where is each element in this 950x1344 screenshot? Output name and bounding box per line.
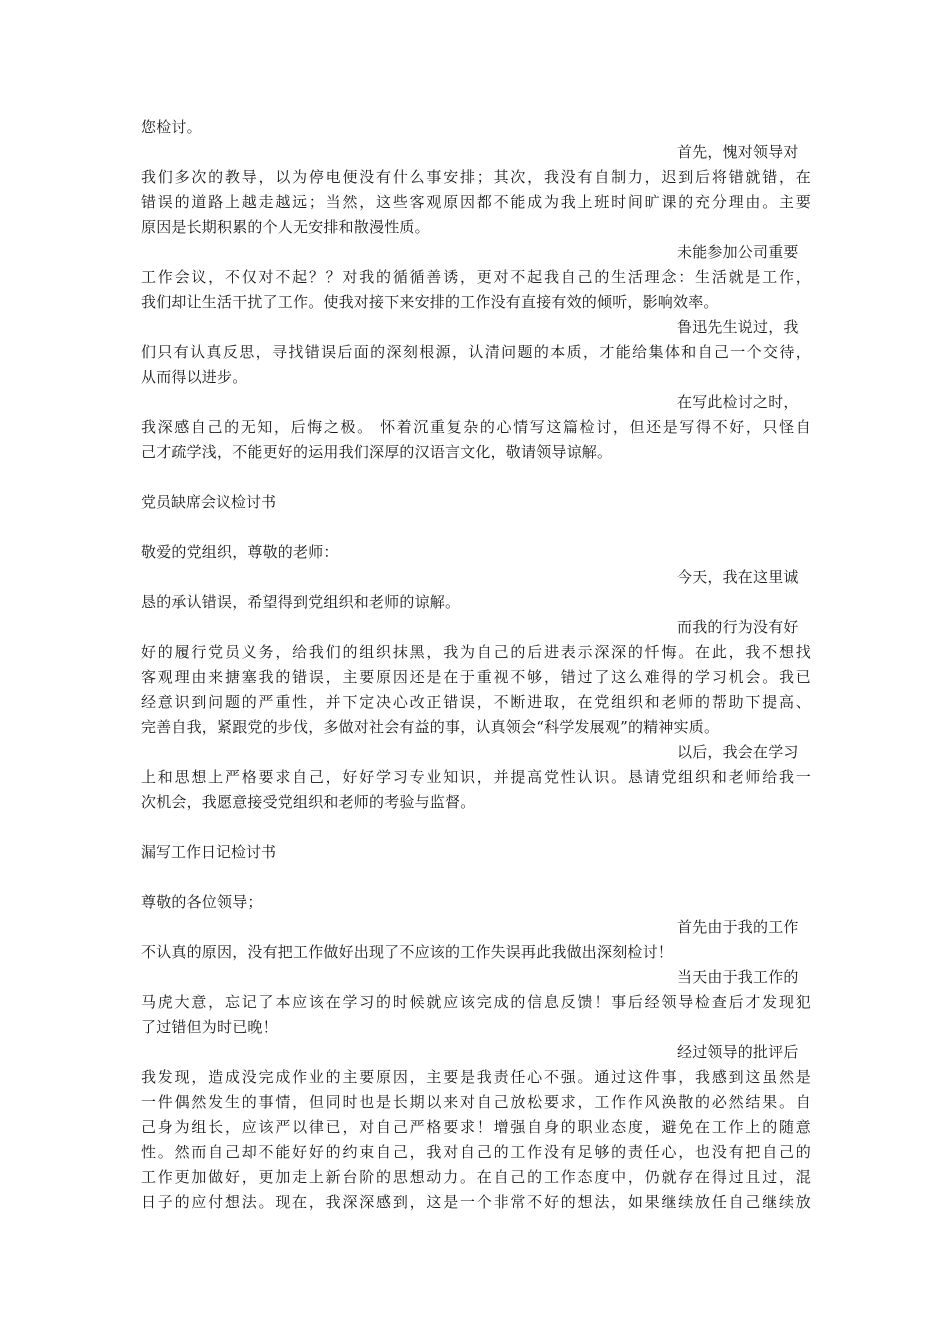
text-line: 错误的道路上越走越远；当然，这些客观原因都不能成为我上班时间旷课的充分理由。主要 — [141, 193, 811, 211]
spacer — [141, 515, 811, 540]
paragraph-start-line: 未能参加公司重要 — [677, 243, 799, 261]
paragraph-start-line: 首先由于我的工作 — [677, 918, 799, 936]
text-line: 工作会议，不仅对不起？？对我的循循善诱，更对不起我自己的生活理念：生活就是工作， — [141, 268, 811, 286]
text-line: 我们却让生活干扰了工作。使我对接下来安排的工作没有直接有效的倾听，影响效率。 — [141, 293, 719, 311]
spacer — [141, 465, 811, 490]
spacer — [141, 815, 811, 840]
paragraph-start-line: 在写此检讨之时， — [677, 393, 799, 411]
paragraph-start-line: 以后，我会在学习 — [677, 743, 799, 761]
text-line: 了过错但为时已晚！ — [141, 1018, 278, 1036]
text-line: 马虎大意，忘记了本应该在学习的时候就应该完成的信息反馈！事后经领导检查后才发现犯 — [141, 993, 811, 1011]
text-line: 不认真的原因，没有把工作做好出现了不应该的工作失误再此我做出深刻检讨！ — [141, 943, 674, 961]
section-2 — [141, 540, 811, 815]
text-line: 工作更加做好，更加走上新台阶的思想动力。在自己的工作态度中，仍就存在得过且过，混 — [141, 1168, 811, 1186]
text-line: 从而得以进步。 — [141, 368, 248, 386]
text-line: 一件偶然发生的事情，但同时也是长期以来对自己放松要求，工作作风涣散的必然结果。自 — [141, 1093, 811, 1111]
text-line: 好的履行党员义务，给我们的组织抹黑，我为自己的后进表示深深的忏悔。在此，我不想找 — [141, 643, 811, 661]
text-line: 我们多次的教导，以为停电便没有什么事安排；其次，我没有自制力，迟到后将错就错，在 — [141, 168, 811, 186]
paragraph-start-line: 鲁迅先生说过，我 — [677, 318, 799, 336]
section-1 — [141, 115, 811, 465]
text-line: 完善自我，紧跟党的步伐，多做对社会有益的事，认真领会“科学发展观”的精神实质。 — [141, 718, 720, 736]
text-line: 我深感自己的无知，后悔之极。 怀着沉重复杂的心情写这篇检讨，但还是写得不好，只怪自 — [141, 418, 811, 436]
section-title: 漏写工作日记检讨书 — [141, 843, 277, 861]
text-line: 己才疏学浅，不能更好的运用我们深厚的汉语言文化，敬请领导谅解。 — [141, 443, 613, 461]
section-3 — [141, 890, 811, 1215]
text-line: 们只有认真反思，寻找错误后面的深刻根源，认清问题的本质，才能给集体和自己一个交待， — [141, 343, 811, 361]
section-title: 党员缺席会议检讨书 — [141, 493, 277, 511]
paragraph-start-line: 首先，愧对领导对 — [677, 143, 799, 161]
text-line: 敬爱的党组织，尊敬的老师： — [141, 543, 339, 561]
paragraph-start-line: 而我的行为没有好 — [677, 618, 799, 636]
text-line: 日子的应付想法。现在，我深深感到，这是一个非常不好的想法，如果继续放任自己继续放 — [141, 1193, 811, 1211]
text-line: 性。然而自己却不能好好的约束自己，我对自己的工作没有足够的责任心，也没有把自己的 — [141, 1143, 811, 1161]
document-page — [141, 115, 811, 1215]
paragraph-start-line: 当天由于我工作的 — [677, 968, 799, 986]
spacer — [141, 865, 811, 890]
text-line: 您检讨。 — [141, 118, 202, 136]
text-line: 经意识到问题的严重性，并下定决心改正错误，不断进取，在党组织和老师的帮助下提高、 — [141, 693, 811, 711]
text-line: 尊敬的各位领导； — [141, 893, 263, 911]
text-line: 次机会，我愿意接受党组织和老师的考验与监督。 — [141, 793, 476, 811]
text-line: 己身为组长，应该严以律已，对自己严格要求！增强自身的职业态度，避免在工作上的随意 — [141, 1118, 811, 1136]
text-line: 我发现，造成没完成作业的主要原因，主要是我责任心不强。通过这件事，我感到这虽然是 — [141, 1068, 811, 1086]
text-line: 原因是长期积累的个人无安排和散漫性质。 — [141, 218, 430, 236]
paragraph-start-line: 今天，我在这里诚 — [677, 568, 799, 586]
text-line: 上和思想上严格要求自己，好好学习专业知识，并提高党性认识。恳请党组织和老师给我一 — [141, 768, 811, 786]
text-line: 恳的承认错误，希望得到党组织和老师的谅解。 — [141, 593, 461, 611]
paragraph-start-line: 经过领导的批评后 — [677, 1043, 799, 1061]
text-line: 客观理由来搪塞我的错误，主要原因还是在于重视不够，错过了这么难得的学习机会。我已 — [141, 668, 811, 686]
